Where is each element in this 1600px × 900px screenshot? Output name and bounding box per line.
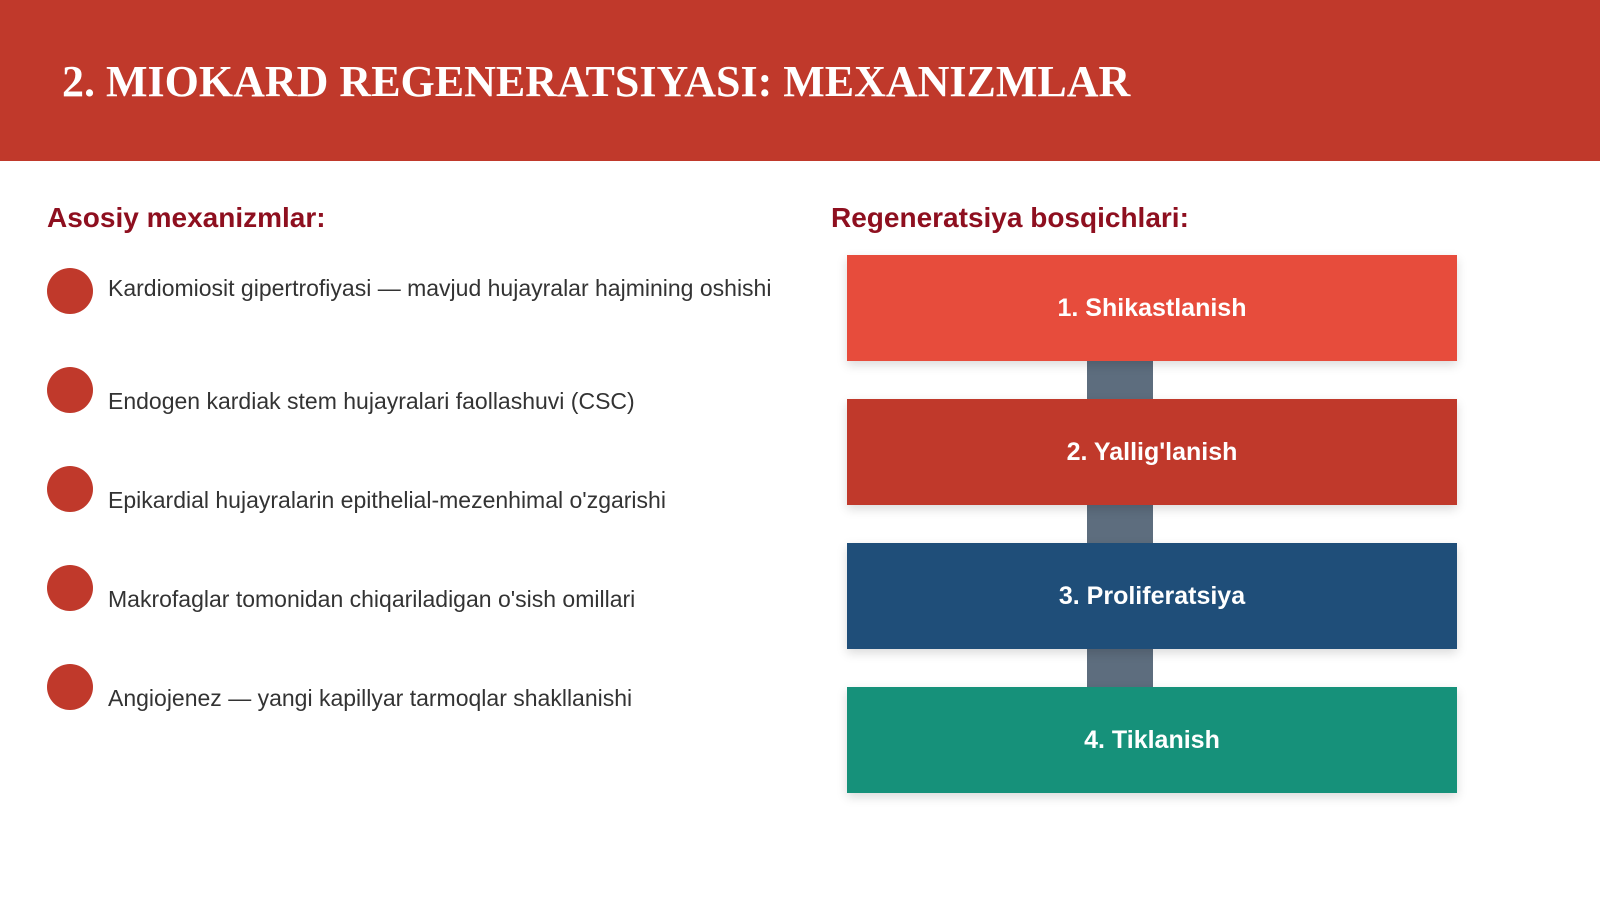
stage-label: 4. Tiklanish <box>1084 726 1220 754</box>
stage-label: 3. Proliferatsiya <box>1058 582 1246 610</box>
bullet-circle-icon <box>47 565 93 611</box>
list-item <box>47 365 777 464</box>
bullet-circle-icon <box>47 466 93 512</box>
mechanism-text: Endogen kardiak stem hujayralari faollashuvi (CSC) <box>108 388 635 414</box>
stage-label: 1. Shikastlanish <box>1057 294 1247 322</box>
stage-box-recovery <box>847 687 1457 793</box>
stages-flow <box>847 255 1457 793</box>
mechanism-text: Makrofaglar tomonidan chiqariladigan o'sish omillari <box>108 586 636 612</box>
header-banner <box>0 0 1600 161</box>
bullet-circle-icon <box>47 367 93 413</box>
bullet-circle-icon <box>47 268 93 314</box>
list-item <box>47 266 777 365</box>
stage-box-proliferation <box>847 543 1457 649</box>
list-item <box>47 464 777 563</box>
mechanism-text: Angiojenez — yangi kapillyar tarmoqlar shakllanishi <box>108 685 633 711</box>
stages-heading: Regeneratsiya bosqichlari: <box>831 202 1189 233</box>
list-item <box>47 563 777 662</box>
mechanisms-list <box>47 266 777 761</box>
mechanism-text: Kardiomiosit gipertrofiyasi — mavjud hujayralar hajmining oshishi <box>108 275 772 301</box>
stage-label: 2. Yallig'lanish <box>1066 438 1238 466</box>
list-item <box>47 662 777 761</box>
stage-box-inflammation <box>847 399 1457 505</box>
stage-connector <box>1087 361 1153 399</box>
page-title: 2. MIOKARD REGENERATSIYASI: MEXANIZMLAR <box>62 57 1131 106</box>
stage-connector <box>1087 505 1153 543</box>
bullet-circle-icon <box>47 664 93 710</box>
mechanisms-heading: Asosiy mexanizmlar: <box>47 202 326 233</box>
stage-box-injury <box>847 255 1457 361</box>
stage-connector <box>1087 649 1153 687</box>
mechanism-text: Epikardial hujayralarin epithelial-mezenhimal o'zgarishi <box>108 487 666 513</box>
